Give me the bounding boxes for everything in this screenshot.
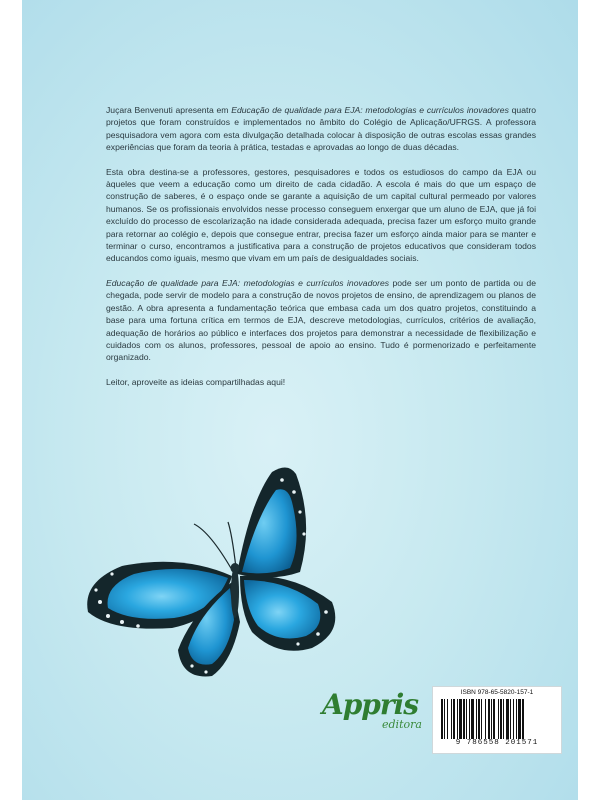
synopsis-text (106, 104, 536, 400)
paragraph-1 (106, 104, 536, 154)
p3-body: pode ser um ponto de partida ou de chegada, pode servir de modelo para a construção de novos projetos de ensino, de aprendizagem ou planos de gestão. A obra apresenta a fundamentação teórica que embasa cada um dos quatro projetos, constituindo a base para uma fortuna crítica em termos de EJA, descreve metodologias, currículos, critérios de avaliação, adequação de horários ao público e interfaces dos projetos para demonstrar a necessidade de flexibilização e cuidados com os alunos, professores, pessoal de apoio ao ensino. Tudo é pormenorizado e perfeitamente organizado. (106, 277, 536, 363)
back-cover (22, 0, 578, 800)
paragraph-3 (106, 277, 536, 364)
p1-body: quatro projetos que foram construídos e implementados no âmbito do Colégio de Aplicação/UFRGS. A professora pesquisadora vem agora com esta divulgação detalhada colocar à disposição de outras escolas essas grandes experiências que foram da teoria à prática, testadas e aprovadas ao longo de duas décadas. (106, 105, 536, 153)
logo-subtitle: editora (382, 718, 422, 731)
isbn-barcode (432, 686, 562, 754)
butterfly-illustration (82, 462, 342, 702)
p1-intro: Juçara Benvenuti apresenta em (106, 105, 232, 115)
barcode-bars (441, 699, 553, 739)
book-title-italic-2: Educação de qualidade para EJA: metodologias e currículos inovadores (106, 277, 390, 288)
publisher-logo (322, 688, 442, 738)
book-title-italic: Educação de qualidade para EJA: metodologias e currículos inovadores (231, 105, 509, 115)
isbn-label: ISBN 978-65-5820-157-1 (460, 689, 534, 696)
barcode-digits: 9 786558 201571 (455, 739, 539, 747)
paragraph-2: Esta obra destina-se a professores, gestores, pesquisadores e todos os estudiosos do campo da EJA ou àqueles que veem a educação como um direito de cada cidadão. A escola é mais do que um espaço de construção de saberes, é o espaço onde se garante a aquisição de um capital cultural permeado por valores humanos. Se os profissionais envolvidos nesse processo conseguem enxergar que um aluno de EJA, que já foi excluído do processo de escolarização na idade considerada adequada, precisa fazer um esforço muito grande para retornar ao colégio e, depois que consegue entrar, precisa fazer um esforço ainda maior para se manter e terminar o curso, encontramos a justificativa para a construção de projetos educativos que consideram todos educandos como iguais, mesmo que vivam em um país de desigualdades sociais. (106, 166, 536, 264)
paragraph-4: Leitor, aproveite as ideias compartilhadas aqui! (106, 376, 286, 387)
logo-wordmark: Appris (322, 688, 419, 721)
